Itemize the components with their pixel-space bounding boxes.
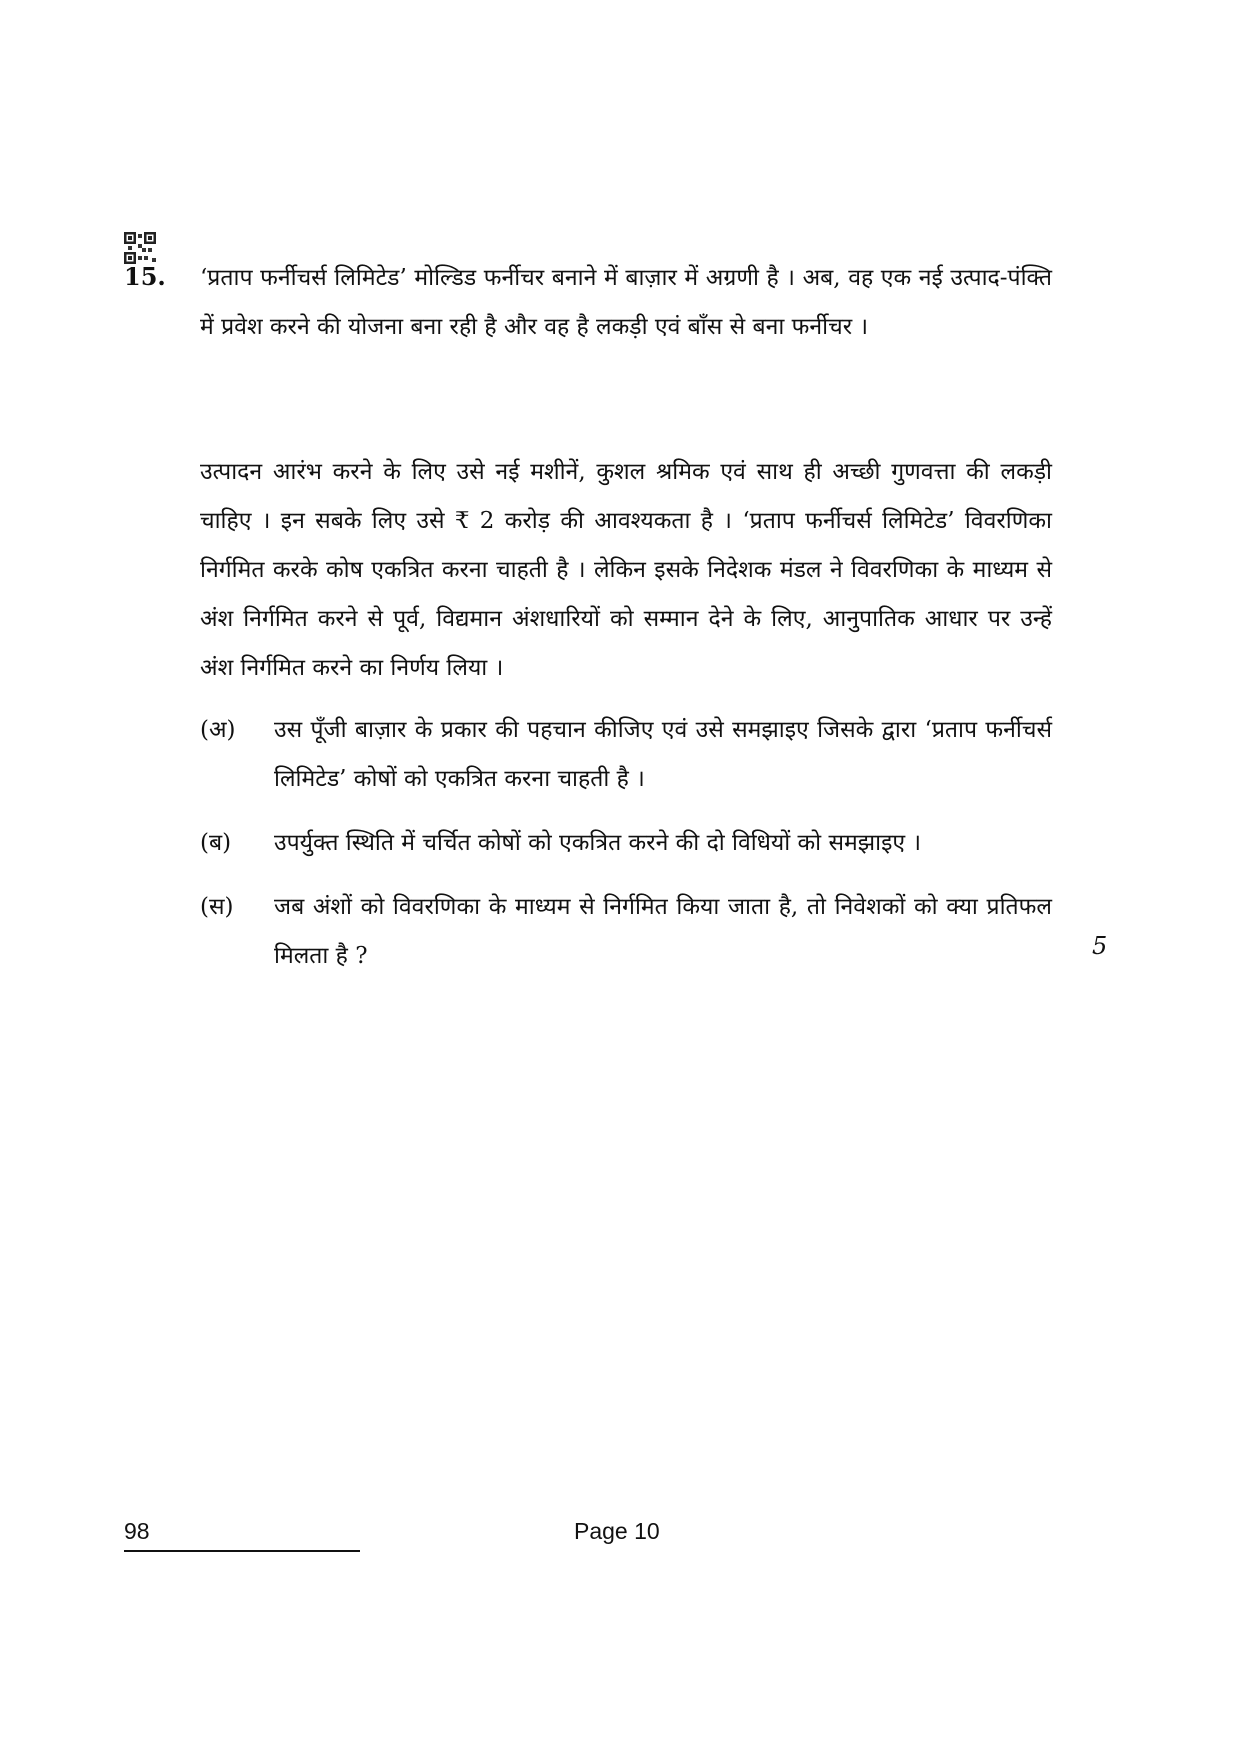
paper-code: 98 <box>124 1518 150 1544</box>
question-paragraph-2: उत्पादन आरंभ करने के लिए उसे नई मशीनें, कुशल श्रमिक एवं साथ ही अच्छी गुणवत्ता की लकड़ी चाहिए । इन सबके लिए उसे ₹ 2 करोड़ की आवश्यकता है । ‘प्रताप फर्नीचर्स लिमिटेड’ विवरणिका निर्गमित करके कोष एकत्रित करना चाहती है । लेकिन इसके निदेशक मंडल ने विवरणिका के माध्यम से अंश निर्गमित करने से पूर्व, विद्यमान अंशधारियों को सम्मान देने के लिए, आनुपातिक आधार पर उन्हें अंश निर्गमित करने का निर्णय लिया । <box>200 459 1052 681</box>
footer-divider <box>124 1550 360 1552</box>
sub-question-label: (स) <box>200 894 234 920</box>
sub-question-text: उपर्युक्त स्थिति में चर्चित कोषों को एकत्रित करने की दो विधियों को समझाइए । <box>274 830 922 856</box>
sub-question-label: (अ) <box>200 717 236 743</box>
question-marks: 5 <box>1092 932 1108 960</box>
sub-question-label: (ब) <box>200 830 232 856</box>
sub-question-text: उस पूँजी बाज़ार के प्रकार की पहचान कीजिए एवं उसे समझाइए जिसके द्वारा ‘प्रताप फर्नीचर्स लिमिटेड’ कोषों को एकत्रित करना चाहती है । <box>274 717 1052 792</box>
sub-question-text: जब अंशों को विवरणिका के माध्यम से निर्गमित किया जाता है, तो निवेशकों को क्या प्रतिफल मिलता है ? <box>274 894 1052 969</box>
qr-code-icon <box>124 232 156 264</box>
question-number: 15. <box>124 262 166 291</box>
page-number: Page 10 <box>574 1518 660 1544</box>
question-paragraph-1: ‘प्रताप फर्नीचर्स लिमिटेड’ मोल्डिड फर्नीचर बनाने में बाज़ार में अग्रणी है । अब, वह एक नई उत्पाद-पंक्ति में प्रवेश करने की योजना बना रही है और वह है लकड़ी एवं बाँस से बना फर्नीचर । <box>200 265 1052 340</box>
